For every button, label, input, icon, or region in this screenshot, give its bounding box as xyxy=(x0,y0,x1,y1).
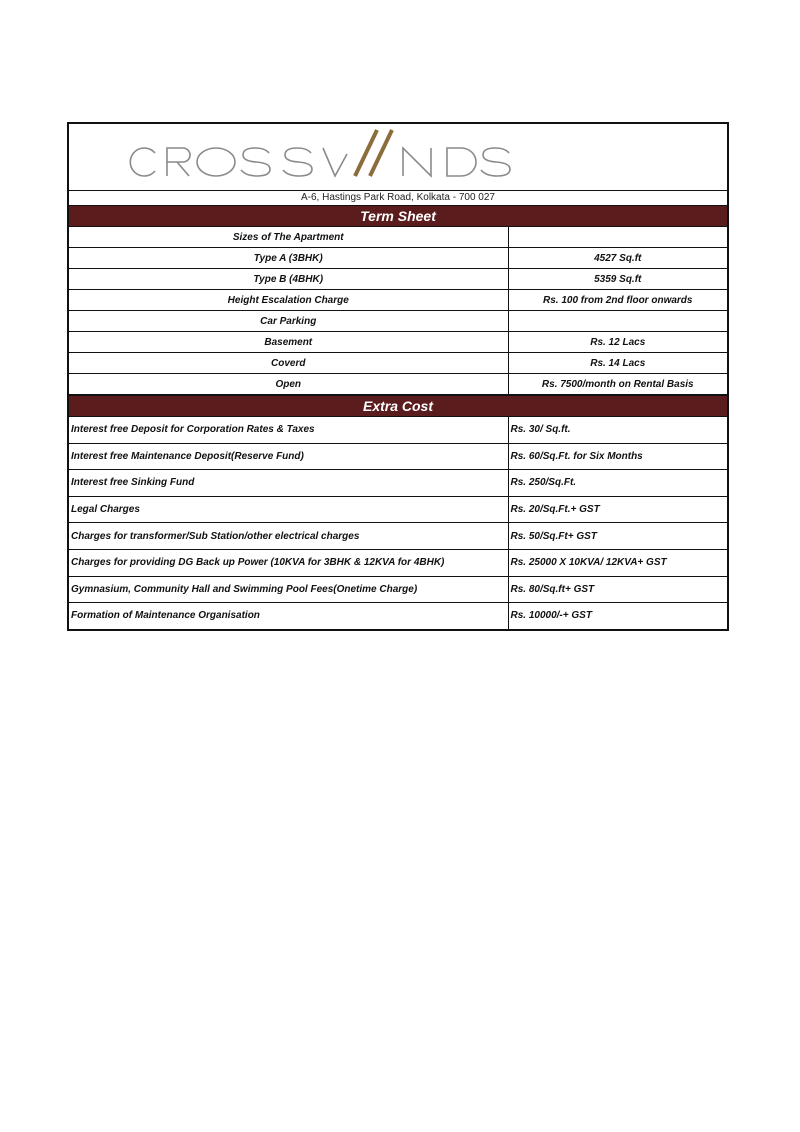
row-value: Rs. 25000 X 10KVA/ 12KVA+ GST xyxy=(508,549,727,576)
row-label: Charges for transformer/Sub Station/other electrical charges xyxy=(69,523,508,550)
row-value: Rs. 30/ Sq.ft. xyxy=(508,417,727,443)
table-row xyxy=(69,227,727,248)
row-value: Rs. 60/Sq.Ft. for Six Months xyxy=(508,443,727,470)
table-row xyxy=(69,269,727,290)
row-value: Rs. 50/Sq.Ft+ GST xyxy=(508,523,727,550)
table-row xyxy=(69,470,727,497)
table-row xyxy=(69,290,727,311)
row-value: Rs. 80/Sq.ft+ GST xyxy=(508,576,727,603)
term-sheet-table xyxy=(69,227,727,395)
row-value: 4527 Sq.ft xyxy=(508,248,727,269)
row-label: Car Parking xyxy=(69,311,508,332)
row-label: Legal Charges xyxy=(69,496,508,523)
row-value: Rs. 10000/-+ GST xyxy=(508,603,727,629)
table-row xyxy=(69,311,727,332)
logo-header xyxy=(69,124,727,191)
table-row xyxy=(69,417,727,443)
row-value: Rs. 12 Lacs xyxy=(508,332,727,353)
crosswinds-logo xyxy=(69,124,727,190)
row-label: Sizes of The Apartment xyxy=(69,227,508,248)
row-value: 5359 Sq.ft xyxy=(508,269,727,290)
row-label: Coverd xyxy=(69,353,508,374)
table-row xyxy=(69,576,727,603)
row-label: Basement xyxy=(69,332,508,353)
row-label: Charges for providing DG Back up Power (10KVA for 3BHK & 12KVA for 4BHK) xyxy=(69,549,508,576)
row-value xyxy=(508,311,727,332)
row-label: Type A (3BHK) xyxy=(69,248,508,269)
row-label: Gymnasium, Community Hall and Swimming Pool Fees(Onetime Charge) xyxy=(69,576,508,603)
table-row xyxy=(69,248,727,269)
row-value: Rs. 7500/month on Rental Basis xyxy=(508,374,727,395)
row-value: Rs. 250/Sq.Ft. xyxy=(508,470,727,497)
row-value: Rs. 14 Lacs xyxy=(508,353,727,374)
term-sheet-document xyxy=(67,122,729,631)
extra-cost-table xyxy=(69,417,727,629)
extra-cost-heading: Extra Cost xyxy=(69,395,727,417)
table-row xyxy=(69,603,727,629)
row-value xyxy=(508,227,727,248)
table-row xyxy=(69,374,727,395)
row-value: Rs. 100 from 2nd floor onwards xyxy=(508,290,727,311)
address: A-6, Hastings Park Road, Kolkata - 700 027 xyxy=(69,191,727,206)
row-label: Interest free Sinking Fund xyxy=(69,470,508,497)
row-label: Height Escalation Charge xyxy=(69,290,508,311)
table-row xyxy=(69,443,727,470)
row-label: Interest free Maintenance Deposit(Reserve Fund) xyxy=(69,443,508,470)
table-row xyxy=(69,332,727,353)
row-value: Rs. 20/Sq.Ft.+ GST xyxy=(508,496,727,523)
table-row xyxy=(69,549,727,576)
table-row xyxy=(69,496,727,523)
row-label: Type B (4BHK) xyxy=(69,269,508,290)
row-label: Open xyxy=(69,374,508,395)
table-row xyxy=(69,523,727,550)
table-row xyxy=(69,353,727,374)
term-sheet-heading: Term Sheet xyxy=(69,206,727,227)
row-label: Interest free Deposit for Corporation Rates & Taxes xyxy=(69,417,508,443)
row-label: Formation of Maintenance Organisation xyxy=(69,603,508,629)
